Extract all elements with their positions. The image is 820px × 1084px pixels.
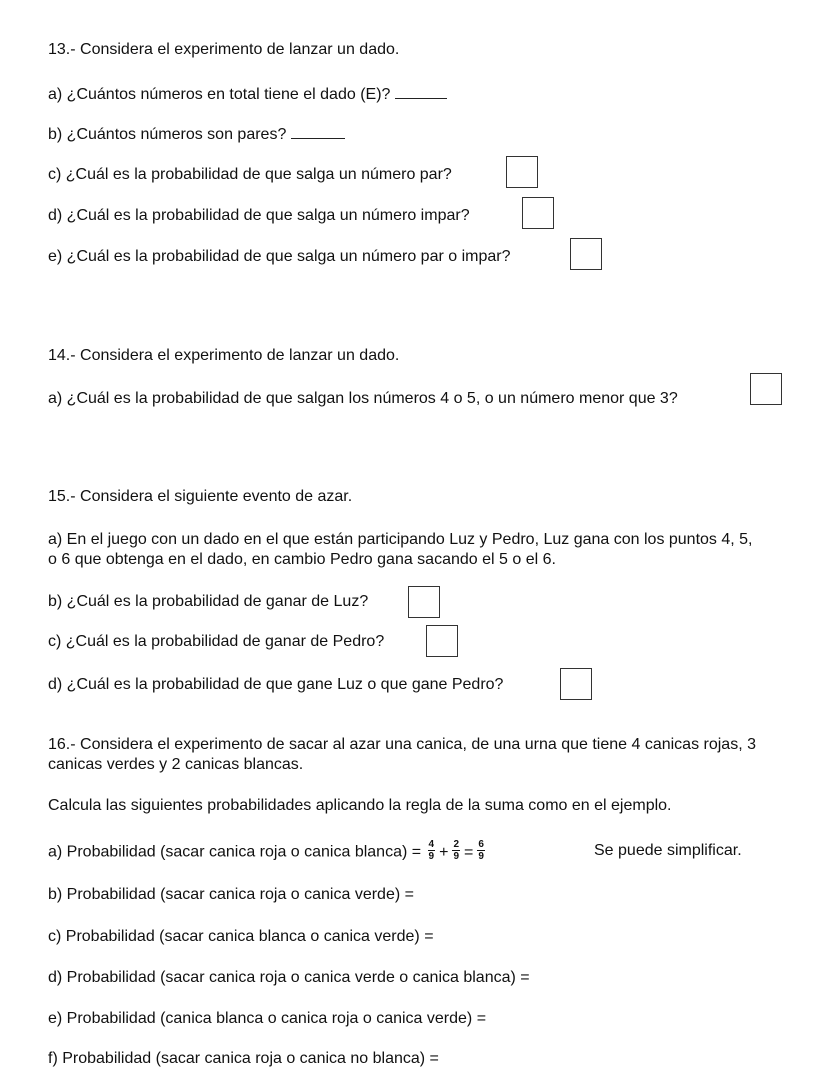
q16-d-text: d) Probabilidad (sacar canica roja o canica verde o canica blanca) = xyxy=(48,969,530,986)
q13-a-text: a) ¿Cuántos números en total tiene el dado (E)? xyxy=(48,86,391,103)
q13-c-answer-box[interactable] xyxy=(506,156,538,188)
q13-c-text: c) ¿Cuál es la probabilidad de que salga un número par? xyxy=(48,166,452,183)
q14-a-text: a) ¿Cuál es la probabilidad de que salgan los números 4 o 5, o un número menor que 3? xyxy=(48,390,678,407)
q16-a xyxy=(48,841,487,864)
q15-c-answer-box[interactable] xyxy=(426,625,458,657)
q16-a-note: Se puede simplificar. xyxy=(594,842,742,859)
q16-a-fraction-3-numerator: 6 xyxy=(478,839,484,850)
q16-a-fraction-3-denominator: 9 xyxy=(478,851,484,862)
q13-d-text: d) ¿Cuál es la probabilidad de que salga un número impar? xyxy=(48,207,470,224)
q16-a-fraction-1 xyxy=(428,839,436,862)
q16-a-label: a) Probabilidad (sacar canica roja o canica blanca) = xyxy=(48,843,422,861)
q16-a-equals-sign: = xyxy=(464,843,474,861)
q16-instruction: Calcula las siguientes probabilidades aplicando la regla de la suma como en el ejemplo. xyxy=(48,797,672,814)
q16-title: 16.- Considera el experimento de sacar al azar una canica, de una urna que tiene 4 canicas rojas, 3 canicas verdes y 2 canicas blancas. xyxy=(48,736,756,773)
q13-e-text: e) ¿Cuál es la probabilidad de que salga un número par o impar? xyxy=(48,248,511,265)
q16-f-text: f) Probabilidad (sacar canica roja o canica no blanca) = xyxy=(48,1050,439,1067)
q13-b-answer-blank[interactable] xyxy=(291,124,345,139)
q15-b-answer-box[interactable] xyxy=(408,586,440,618)
q15-a-text: a) En el juego con un dado en el que están participando Luz y Pedro, Luz gana con los puntos 4, 5, o 6 que obtenga en el dado, en cambio Pedro gana sacando el 5 o el 6. xyxy=(48,531,753,568)
q16-a-fraction-1-numerator: 4 xyxy=(428,839,435,850)
q16-c-text: c) Probabilidad (sacar canica blanca o canica verde) = xyxy=(48,928,434,945)
q13-b-text: b) ¿Cuántos números son pares? xyxy=(48,126,287,143)
q13-title: 13.- Considera el experimento de lanzar un dado. xyxy=(48,41,400,58)
q16-e-text: e) Probabilidad (canica blanca o canica roja o canica verde) = xyxy=(48,1010,487,1027)
q16-a-fraction-2-numerator: 2 xyxy=(453,839,460,850)
q15-title: 15.- Considera el siguiente evento de azar. xyxy=(48,488,353,505)
q15-b-text: b) ¿Cuál es la probabilidad de ganar de Luz? xyxy=(48,593,369,610)
q15-d-answer-box[interactable] xyxy=(560,668,592,700)
q14-title: 14.- Considera el experimento de lanzar un dado. xyxy=(48,347,400,364)
q16-a-fraction-2 xyxy=(452,839,460,862)
q14-a-answer-box[interactable] xyxy=(750,373,782,405)
q13-d-answer-box[interactable] xyxy=(522,197,554,229)
q16-b-text: b) Probabilidad (sacar canica roja o canica verde) = xyxy=(48,886,414,903)
q15-c-text: c) ¿Cuál es la probabilidad de ganar de Pedro? xyxy=(48,633,385,650)
q16-a-fraction-2-denominator: 9 xyxy=(453,851,460,862)
q15-d-text: d) ¿Cuál es la probabilidad de que gane Luz o que gane Pedro? xyxy=(48,676,504,693)
q13-a-answer-blank[interactable] xyxy=(395,84,447,99)
q13-a xyxy=(48,84,447,104)
q16-a-plus-sign: + xyxy=(439,843,449,861)
q16-a-fraction-1-denominator: 9 xyxy=(428,851,435,862)
q16-a-fraction-3 xyxy=(477,839,485,862)
q13-b xyxy=(48,124,345,144)
q13-e-answer-box[interactable] xyxy=(570,238,602,270)
